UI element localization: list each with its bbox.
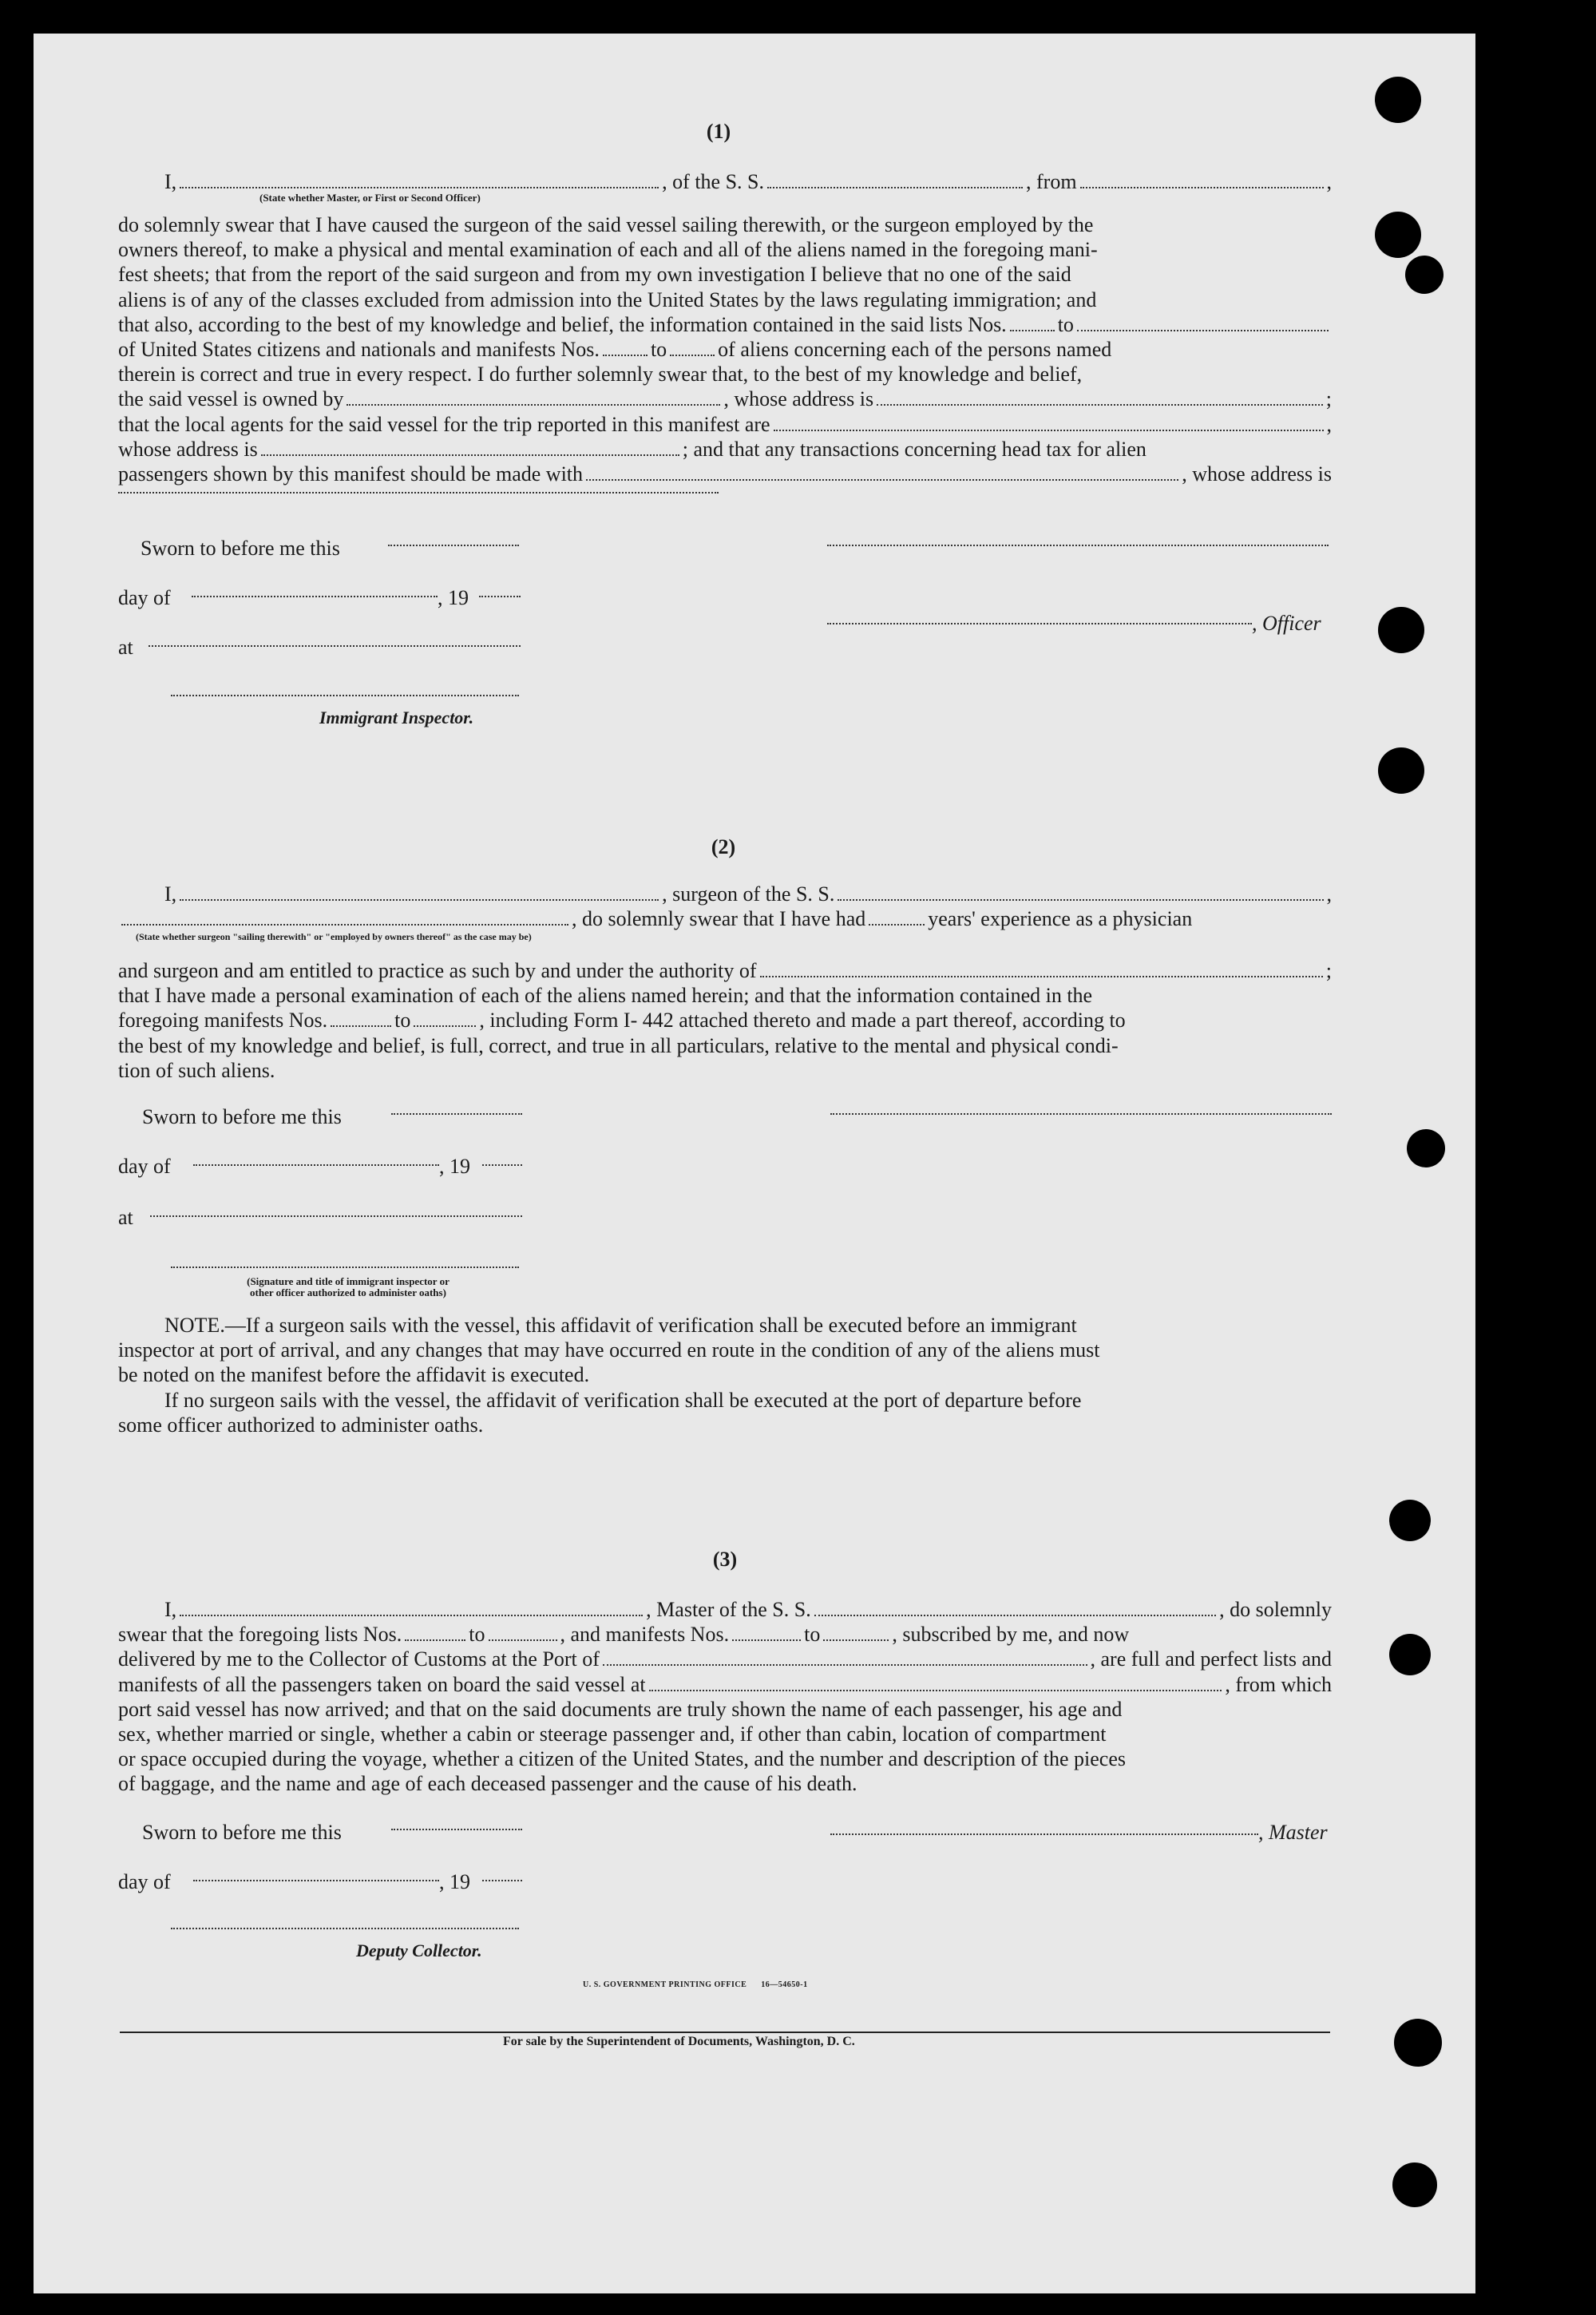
year-label: , 19 (439, 1870, 470, 1893)
text-line: owners thereof, to make a physical and mental examination of each and all of the aliens named in the foregoing mani- (118, 238, 1098, 262)
boarding-port-field[interactable] (649, 1674, 1222, 1691)
i-prefix: I, (164, 170, 177, 193)
manifest-to-field[interactable] (414, 1009, 476, 1027)
day-of-field[interactable] (192, 596, 438, 597)
section-3-body (118, 1597, 1332, 1797)
section-1-body: do solemnly swear that I have caused the surgeon of the said vessel sailing therewith, or the surgeon employed by the owners thereof, to make a physical and mental examination of each and all of the aliens named in the foregoing mani- fest sheets; that from the report of the said surgeon and from my own investigation I believe that no one of the said aliens is of any of the classes excluded from admission into the United States by the laws regulating immigration; and that also, according to the best of my knowledge and belief, the information contained in the said lists Nos. to of United States citizens and nationals and manifests Nos. to of aliens concerning each of the persons named therein is correct and true in every respect. I do further solemnly swear that, to the best of my knowledge and belief, the said vessel is owned by , whose address is ; that the local agents for the said vessel for the trip reported in this manifest are , whose address is ; and that any transactions concerning head tax for alien passengers shown by this manifest should be made with , whose address is (118, 213, 1332, 486)
text-line: delivered by me to the Collector of Customs at the Port of (118, 1647, 600, 1671)
note-line: some officer authorized to administer oaths. (118, 1413, 484, 1437)
footer-rule (120, 2032, 1330, 2033)
punch-hole (1378, 747, 1424, 794)
section-2-oath: I, , surgeon of the S. S. , , do solemnly swear that I have had years' experience as a physician (118, 882, 1332, 931)
text-line: whose address is (118, 437, 258, 461)
section-2-number: (2) (711, 835, 736, 858)
text-line: , and manifests Nos. (560, 1623, 730, 1647)
day-of-label: day of (118, 1870, 171, 1893)
sworn-date-field[interactable] (391, 1113, 522, 1115)
note-line: NOTE.—If a surgeon sails with the vessel, this affidavit of verification shall be executed before an immigrant (164, 1314, 1077, 1337)
authority-field[interactable] (760, 960, 1323, 977)
punch-hole (1375, 212, 1421, 258)
punch-hole (1394, 2019, 1442, 2067)
note-line: If no surgeon sails with the vessel, the affidavit of verification shall be executed at the port of departure before (164, 1388, 1082, 1412)
to-label: to (804, 1623, 821, 1647)
text-line: years' experience as a physician (928, 907, 1193, 931)
year-field[interactable] (482, 1164, 522, 1166)
sworn-label: Sworn to before me this (142, 1105, 342, 1128)
officer-signature-field[interactable] (827, 545, 1329, 546)
at-field[interactable] (149, 645, 521, 647)
text-line: the said vessel is owned by (118, 387, 344, 411)
sworn-date-field[interactable] (391, 1829, 522, 1830)
text-line: and surgeon and am entitled to practice as such by and under the authority of (118, 959, 757, 982)
officer-label: , Officer (1252, 612, 1321, 635)
text-line: of United States citizens and nationals and manifests Nos. (118, 337, 600, 361)
text-line: do solemnly swear that I have caused the surgeon of the said vessel sailing therewith, or the surgeon employed by the (118, 213, 1094, 236)
collector-caption: Deputy Collector. (356, 1940, 482, 1960)
text-line: that also, according to the best of my knowledge and belief, the information contained in the said lists Nos. (118, 312, 1007, 336)
day-of-label: day of (118, 1155, 171, 1178)
vessel-name-field[interactable] (767, 171, 1023, 188)
from-label: , from (1026, 170, 1077, 193)
to-label: to (1057, 312, 1074, 336)
surgeon-name-field[interactable] (180, 883, 659, 901)
year-field[interactable] (482, 1880, 522, 1881)
text-line: or space occupied during the voyage, whether a citizen of the United States, and the number and description of the pieces (118, 1747, 1127, 1771)
owner-field[interactable] (347, 388, 720, 406)
gpo-imprint: U. S. GOVERNMENT PRINTING OFFICE 16—54650-1 (583, 1980, 808, 1989)
inspector-caption: Immigrant Inspector. (319, 708, 474, 727)
officer-name-field[interactable] (180, 171, 659, 188)
text-line: foregoing manifests Nos. (118, 1009, 328, 1033)
manifest-to-field[interactable] (670, 339, 715, 356)
text-line: aliens is of any of the classes excluded from admission into the United States by the laws regulating immigration; and (118, 287, 1097, 311)
list-from-field[interactable] (1010, 314, 1055, 331)
text-line: swear that the foregoing lists Nos. (118, 1623, 402, 1647)
officer-rank-note: (State whether Master, or First or Second Officer) (259, 192, 481, 204)
punch-hole (1407, 1129, 1445, 1167)
signature-note (177, 1276, 519, 1298)
sworn-label: Sworn to before me this (142, 1821, 342, 1844)
at-label: at (118, 636, 133, 659)
to-label: to (394, 1009, 411, 1033)
text-line: port said vessel has now arrived; and that on the said documents are truly shown the name of each passenger, his age and (118, 1697, 1123, 1721)
officer-title-field[interactable] (827, 623, 1252, 624)
text-line: , from which (1225, 1672, 1332, 1696)
list-to-field[interactable] (1077, 314, 1329, 331)
punch-hole (1405, 256, 1444, 294)
section-2-body: and surgeon and am entitled to practice as such by and under the authority of ; that I have made a personal examination of each of the aliens named herein; and that the information contained in the foregoing manifests Nos. to , including Form I- 442 attached thereto and made a part thereof, according to the best of my knowledge and belief, is full, correct, and true in all particulars, relative to the mental and physical condi- tion of such aliens. (118, 959, 1332, 1082)
from-port-field[interactable] (1080, 171, 1324, 188)
head-tax-contact-field[interactable] (586, 463, 1178, 481)
master-signature-field[interactable] (830, 1833, 1258, 1835)
text-line: , do solemnly (1219, 1598, 1332, 1621)
surgeon-of-label: , surgeon of the S. S. (662, 882, 835, 906)
master-label: , Master (1258, 1821, 1328, 1844)
vessel-name-field[interactable] (814, 1599, 1216, 1616)
text-line: tion of such aliens. (118, 1058, 275, 1082)
master-name-field[interactable] (180, 1599, 643, 1616)
at-field[interactable] (150, 1215, 522, 1217)
signature-note-line: other officer authorized to administer oaths) (250, 1286, 446, 1298)
text-line: of baggage, and the name and age of each deceased passenger and the cause of his death. (118, 1772, 857, 1796)
note-line: inspector at port of arrival, and any changes that may have occurred en route in the condition of any of the aliens must (118, 1338, 1100, 1362)
collector-signature-field[interactable] (171, 1928, 519, 1929)
to-label: to (650, 337, 667, 361)
section-2-note (118, 1313, 1332, 1437)
note-line: be noted on the manifest before the affidavit is executed. (118, 1363, 590, 1387)
day-of-field[interactable] (193, 1880, 439, 1881)
surgeon-signature-field[interactable] (830, 1113, 1332, 1115)
text-line: that the local agents for the said vessel for the trip reported in this manifest are (118, 412, 770, 436)
punch-hole (1375, 77, 1421, 123)
owner-address-field[interactable] (877, 388, 1323, 406)
text-line: , whose address is (723, 387, 874, 411)
port-field[interactable] (603, 1648, 1087, 1666)
manifest-from-field[interactable] (603, 339, 648, 356)
punch-hole (1392, 2162, 1437, 2207)
list-from-field[interactable] (405, 1623, 465, 1641)
text-line: ; and that any transactions concerning head tax for alien (682, 437, 1147, 461)
day-of-label: day of (118, 586, 171, 609)
at-label: at (118, 1206, 133, 1229)
text-line: therein is correct and true in every respect. I do further solemnly swear that, to the best of my knowledge and belief, (118, 363, 1083, 386)
manifest-to-field[interactable] (823, 1623, 889, 1641)
inspector-signature-field[interactable] (171, 1267, 519, 1268)
sworn-label: Sworn to before me this (141, 537, 340, 560)
text-line: , do solemnly swear that I have had (572, 907, 866, 931)
text-line: passengers shown by this manifest should be made with (118, 462, 584, 486)
sworn-date-field[interactable] (388, 545, 519, 546)
surgeon-status-note: (State whether surgeon "sailing therewith" or "employed by owners thereof" as the case may be) (136, 931, 532, 942)
agents-address-field[interactable] (261, 438, 679, 456)
day-of-field[interactable] (193, 1164, 439, 1166)
section-1-number: (1) (706, 120, 731, 143)
punch-hole (1378, 607, 1424, 653)
to-label: to (469, 1623, 485, 1647)
signature-note-line: (Signature and title of immigrant inspector or (247, 1275, 449, 1287)
year-label: , 19 (438, 586, 469, 609)
local-agents-field[interactable] (774, 414, 1324, 431)
list-to-field[interactable] (489, 1623, 557, 1641)
section-3-number: (3) (712, 1548, 738, 1571)
sale-notice: For sale by the Superintendent of Documents, Washington, D. C. (503, 2035, 855, 2048)
text-line: the best of my knowledge and belief, is full, correct, and true in all particulars, relative to the mental and physical condi- (118, 1033, 1119, 1057)
text-line: , whose address is (1182, 462, 1332, 486)
text-line: sex, whether married or single, whether a cabin or steerage passenger and, if other than cabin, location of compartment (118, 1722, 1107, 1746)
vessel-name-field[interactable] (838, 883, 1323, 901)
text-line: fest sheets; that from the report of the said surgeon and from my own investigation I believe that no one of the said (118, 263, 1071, 287)
text-line: that I have made a personal examination of each of the aliens named herein; and that the information contained in the (118, 984, 1093, 1008)
year-field[interactable] (479, 596, 521, 597)
punch-hole (1389, 1634, 1431, 1675)
years-experience-field[interactable] (869, 908, 925, 926)
text-line: manifests of all the passengers taken on board the said vessel at (118, 1672, 646, 1696)
text-line: , subscribed by me, and now (892, 1623, 1130, 1647)
i-prefix: I, (164, 882, 177, 906)
year-label: , 19 (439, 1155, 470, 1178)
head-tax-address-field[interactable] (118, 492, 719, 494)
i-prefix: I, (164, 1598, 177, 1621)
master-of-label: , Master of the S. S. (646, 1598, 811, 1621)
text-line: , including Form I- 442 attached thereto and made a part thereof, according to (479, 1009, 1126, 1033)
text-line: of aliens concerning each of the persons named (718, 337, 1112, 361)
of-ss-label: , of the S. S. (662, 170, 765, 193)
punch-hole (1389, 1500, 1431, 1541)
text-line: , are full and perfect lists and (1090, 1647, 1332, 1671)
manifest-from-field[interactable] (331, 1009, 391, 1027)
inspector-signature-field[interactable] (171, 695, 519, 696)
section-1-oath: I, , of the S. S. , from , (118, 169, 1332, 194)
manifest-from-field[interactable] (732, 1623, 801, 1641)
surgeon-status-field[interactable] (121, 908, 568, 926)
